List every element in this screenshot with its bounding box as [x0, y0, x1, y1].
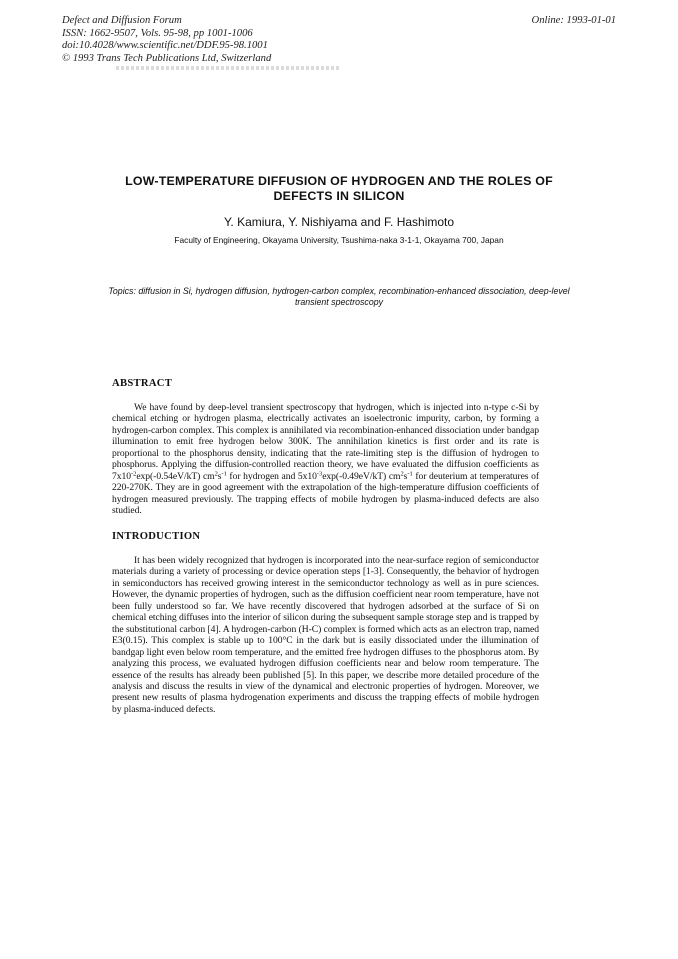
abstract-text: for deuterium at temperatures of 220-270K. They are in good agreement with the extrapolation of the high-temperature diffusion coefficients of hydrogen measured previously. The trapping effects of mobile hydrogen by plasma-induced defects are also studied. — [112, 470, 539, 517]
abstract-sup: -1 — [221, 470, 227, 478]
topics-line: Topics: diffusion in Si, hydrogen diffusion, hydrogen-carbon complex, recombination-enhanced dissociation, deep-level transient spectroscopy — [108, 286, 570, 307]
abstract-sup: -3 — [316, 470, 323, 478]
online-date: Online: 1993-01-01 — [531, 15, 616, 26]
scan-artifact — [116, 66, 340, 70]
author-list: Y. Kamiura, Y. Nishiyama and F. Hashimoto — [223, 215, 455, 229]
abstract-body — [112, 402, 539, 517]
affiliation: Faculty of Engineering, Okayama University, Tsushima-naka 3-1-1, Okayama 700, Japan — [174, 235, 504, 245]
copyright-line: © 1993 Trans Tech Publications Ltd, Switzerland — [62, 52, 272, 64]
abstract-text: exp(-0.49eV/kT) cm — [322, 470, 401, 482]
abstract-heading: ABSTRACT — [112, 378, 173, 389]
abstract-text: We have found by deep-level transient spectroscopy that hydrogen, which is injected into n-type c-Si by chemical etching or hydrogen plasma, electrically activates an isoelectronic impurity, carbon, by forming a hydrogen-carbon complex. This complex is annihilated via recombination-enhanced dissociation under bandgap illumination to emit free hydrogen below 300K. The annihilation kinetics is first order and its rate is proportional to the phosphorus density, indicating that the rate-limiting step is the diffusion of hydrogen to phosphorus. Applying the diffusion-controlled reaction theory, we have evaluated the diffusion coefficients as 7x10 — [112, 402, 539, 482]
issn-line: ISSN: 1662-9507, Vols. 95-98, pp 1001-1006 — [62, 27, 253, 39]
abstract-sup: -1 — [407, 470, 413, 478]
introduction-heading: INTRODUCTION — [112, 531, 201, 542]
abstract-text: exp(-0.54eV/kT) cm — [136, 470, 215, 482]
paper-title: LOW-TEMPERATURE DIFFUSION OF HYDROGEN AND THE ROLES OF DEFECTS IN SILICON — [125, 174, 553, 203]
introduction-body: It has been widely recognized that hydrogen is incorporated into the near-surface region of semiconductor materials during a variety of processing or device operation steps [1-3]. Consequently, the behavior of hydrogen in semiconductors has received growing interest in the semiconductor technology as well as in pure sciences. However, the dynamic properties of hydrogen, such as the diffusion coefficient near room temperature, have not been fully understood so far. We have recently discovered that hydrogen adsorbed at the surface of Si on chemical etching diffuses into the interior of silicon during the subsequent sample storage step and is trapped by the substitutional carbon [4]. A hydrogen-carbon (H-C) complex is formed which acts as an electron trap, named E3(0.15). This complex is stable up to 100°C in the dark but is easily dissociated under the illumination of bandgap light even below room temperature, and the emitted free hydrogen diffuses to the phosphorus atom. By analyzing this process, we evaluated hydrogen diffusion coefficients near and below room temperature. The essence of the results has already been published [5]. In this paper, we describe more detailed procedure of the analysis and discuss the results in view of the dynamical and electronic properties of hydrogen. Moreover, we present new results of plasma hydrogenation experiments and discuss the trapping effects of mobile hydrogen by plasma-induced defects. — [112, 555, 539, 715]
journal-header — [62, 15, 271, 65]
abstract-sup: -2 — [131, 470, 137, 478]
abstract-text: for hydrogen and 5x10 — [226, 470, 317, 482]
doi-line[interactable]: doi:10.4028/www.scientific.net/DDF.95-98.1001 — [62, 40, 268, 52]
abstract-text: s — [217, 470, 222, 482]
abstract-sup: 2 — [214, 470, 218, 478]
abstract-text: s — [403, 470, 408, 482]
journal-name: Defect and Diffusion Forum — [62, 15, 182, 26]
abstract-sup: 2 — [400, 470, 404, 478]
